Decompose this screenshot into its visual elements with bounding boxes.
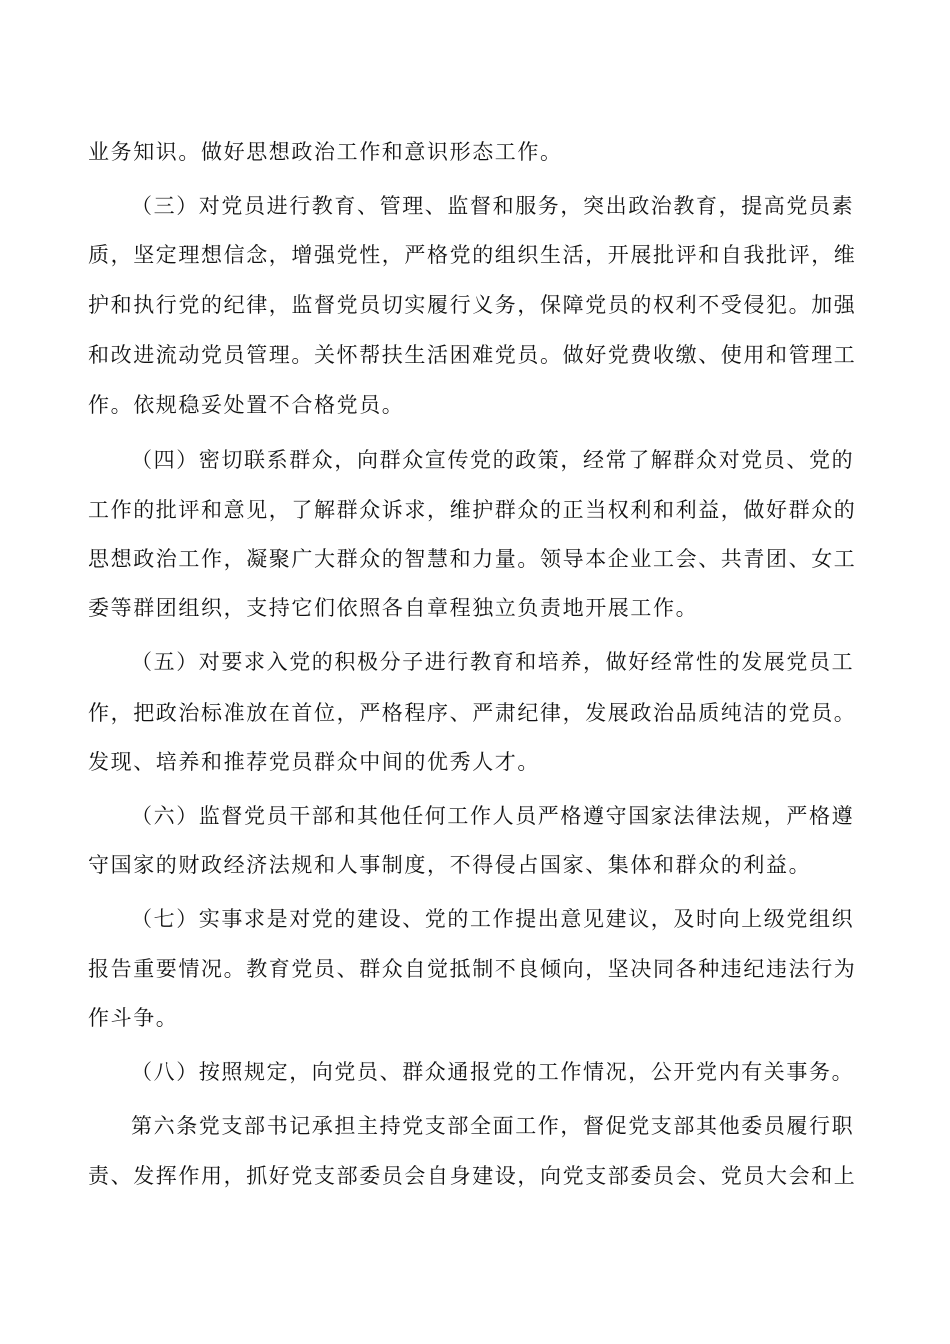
text-line: 和改进流动党员管理。关怀帮扶生活困难党员。做好党费收缴、使用和管理工 [88, 343, 857, 367]
paragraph-5-line-1: （五）对要求入党的积极分子进行教育和培养，做好经常性的发展党员工 [131, 650, 855, 674]
text-line: 责、发挥作用，抓好党支部委员会自身建设，向党支部委员会、党员大会和上 [88, 1164, 857, 1188]
text-line: 发现、培养和推荐党员群众中间的优秀人才。 [88, 750, 540, 774]
paragraph-7-line-1: （七）实事求是对党的建设、党的工作提出意见建议，及时向上级党组织 [131, 907, 855, 931]
text-line: 委等群团组织，支持它们依照各自章程独立负责地开展工作。 [88, 596, 699, 620]
paragraph-3-line-1: （三）对党员进行教育、管理、监督和服务，突出政治教育，提高党员素 [131, 194, 855, 218]
text-line: 作，把政治标准放在首位，严格程序、严肃纪律，发展政治品质纯洁的党员。 [88, 701, 857, 725]
text-line: 作。依规稳妥处置不合格党员。 [88, 393, 405, 417]
paragraph-4-line-1: （四）密切联系群众，向群众宣传党的政策，经常了解群众对党员、党的 [131, 448, 855, 472]
text-line: 报告重要情况。教育党员、群众自觉抵制不良倾向，坚决同各种违纪违法行为 [88, 957, 857, 981]
text-line: 作斗争。 [88, 1006, 179, 1030]
text-line: 护和执行党的纪律，监督党员切实履行义务，保障党员的权利不受侵犯。加强 [88, 293, 857, 317]
text-line: 守国家的财政经济法规和人事制度，不得侵占国家、集体和群众的利益。 [88, 853, 812, 877]
text-line: 业务知识。做好思想政治工作和意识形态工作。 [88, 140, 563, 164]
article-6-line-1: 第六条党支部书记承担主持党支部全面工作，督促党支部其他委员履行职 [131, 1114, 855, 1138]
text-line: 质，坚定理想信念，增强党性，严格党的组织生活，开展批评和自我批评，维 [88, 243, 857, 267]
paragraph-6-line-1: （六）监督党员干部和其他任何工作人员严格遵守国家法律法规，严格遵 [131, 804, 855, 828]
text-line: 工作的批评和意见，了解群众诉求，维护群众的正当权利和利益，做好群众的 [88, 498, 857, 522]
text-line: 思想政治工作，凝聚广大群众的智慧和力量。领导本企业工会、共青团、女工 [88, 547, 857, 571]
paragraph-8-line-1: （八）按照规定，向党员、群众通报党的工作情况，公开党内有关事务。 [131, 1060, 855, 1084]
